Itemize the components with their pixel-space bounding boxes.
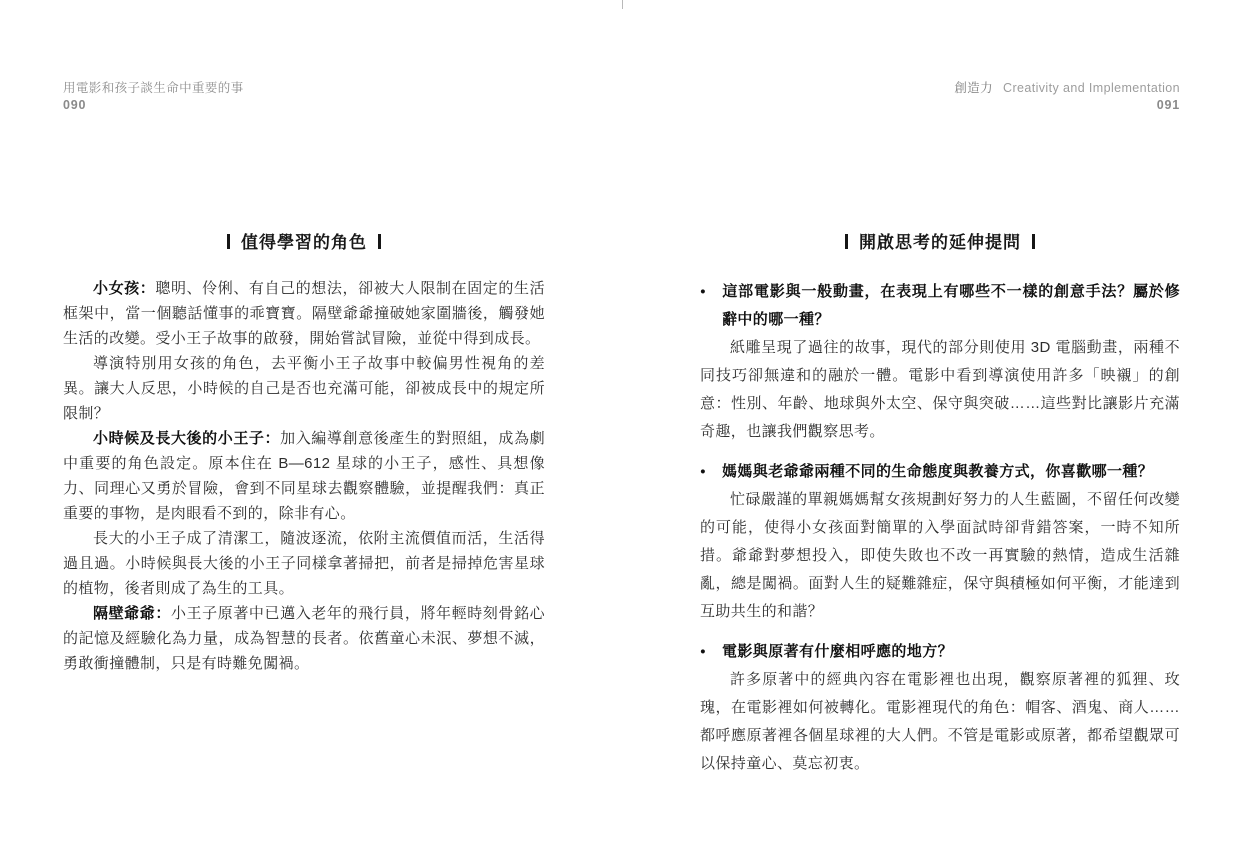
- qa-list: [700, 278, 1180, 778]
- qa-item: [700, 458, 1180, 626]
- paragraph-lead: 小女孩：: [93, 280, 156, 297]
- paragraph-text: 導演特別用女孩的角色，去平衡小王子故事中較偏男性視角的差異。讓大人反思，小時候的自己是否也充滿可能，卻被成長中的規定所限制？: [63, 355, 545, 422]
- paragraph: [63, 351, 545, 426]
- chapter-title-en: Creativity and Implementation: [1003, 81, 1180, 95]
- paragraph-text: 加入編導創意後產生的對照組，成為劇中重要的角色設定。原本住在 B—612 星球的小王子，感性、具想像力、同理心又勇於冒險，會到不同星球去觀察體驗，並提醒我們：真正重要的事物，是肉眼看不到的，除非有心。: [63, 430, 545, 522]
- bullet-icon: ●: [700, 286, 707, 297]
- paragraph: [63, 526, 545, 601]
- book-title: 用電影和孩子談生命中重要的事: [63, 81, 244, 95]
- page-number-right: 091: [1156, 98, 1180, 112]
- answer-text: 紙雕呈現了過往的故事，現代的部分則使用 3D 電腦動畫，兩種不同技巧卻無違和的融於一體。電影中看到導演使用許多「映襯」的創意：性別、年齡、地球與外太空、保守與突破……這些對比讓影片充滿奇趣，也讓我們觀察思考。: [700, 339, 1180, 440]
- answer-text: 許多原著中的經典內容在電影裡也出現，觀察原著裡的狐狸、玫瑰，在電影裡如何被轉化。電影裡現代的角色：帽客、酒鬼、商人……都呼應原著裡各個星球裡的大人們。不管是電影或原著，都希望觀眾可以保持童心、莫忘初衷。: [700, 671, 1180, 772]
- paragraph: [63, 601, 545, 676]
- paragraph-text: 長大的小王子成了清潔工，隨波逐流，依附主流價值而活，生活得過且過。小時候與長大後的小王子同樣拿著掃把，前者是掃掉危害星球的植物，後者則成了為生的工具。: [63, 530, 545, 597]
- paragraph-lead: 小時候及長大後的小王子：: [93, 430, 281, 447]
- question-text: 這部電影與一般動畫，在表現上有哪些不一樣的創意手法？屬於修辭中的哪一種？: [722, 283, 1180, 328]
- paragraph-lead: 隔壁爺爺：: [93, 605, 171, 622]
- right-running-head: [700, 80, 1180, 114]
- paragraph-text: 小王子原著中已邁入老年的飛行員，將年輕時刻骨銘心的記憶及經驗化為力量，成為智慧的長者。依舊童心未泯、夢想不滅，勇敢衝撞體制，只是有時難免闖禍。: [63, 605, 545, 672]
- qa-item: [700, 278, 1180, 446]
- bullet-icon: ●: [700, 646, 707, 657]
- section-title-right: 開啟思考的延伸提問: [700, 228, 1180, 253]
- question: [700, 458, 1180, 486]
- answer-text: 忙碌嚴謹的單親媽媽幫女孩規劃好努力的人生藍圖，不留任何改變的可能，使得小女孩面對簡單的入學面試時卻背錯答案，一時不知所措。爺爺對夢想投入，即使失敗也不改一再實驗的熱情，造成生活雜亂，總是闖禍。面對人生的疑難雜症，保守與積極如何平衡，才能達到互助共生的和諧？: [700, 491, 1180, 620]
- bullet-icon: ●: [700, 466, 707, 477]
- page-right: [623, 0, 1245, 848]
- question-text: 媽媽與老爺爺兩種不同的生命態度與教養方式，你喜歡哪一種？: [722, 463, 1154, 480]
- question-text: 電影與原著有什麼相呼應的地方？: [722, 643, 954, 660]
- section-title-left: 值得學習的角色: [63, 228, 545, 253]
- question: [700, 638, 1180, 666]
- chapter-title: 創造力: [954, 81, 994, 95]
- paragraph: [63, 276, 545, 351]
- page-left: [0, 0, 622, 848]
- qa-item: [700, 638, 1180, 778]
- chapter-line: [700, 80, 1180, 97]
- paragraph: [63, 426, 545, 526]
- question: [700, 278, 1180, 334]
- left-running-head: [63, 80, 545, 114]
- paragraph-text: 聰明、伶俐、有自己的想法，卻被大人限制在固定的生活框架中，當一個聽話懂事的乖寶寶。隔壁爺爺撞破她家圍牆後，觸發她生活的改變。受小王子故事的啟發，開始嘗試冒險，並從中得到成長。: [63, 280, 545, 347]
- page-number-left: 090: [63, 98, 87, 112]
- left-body: [63, 276, 545, 676]
